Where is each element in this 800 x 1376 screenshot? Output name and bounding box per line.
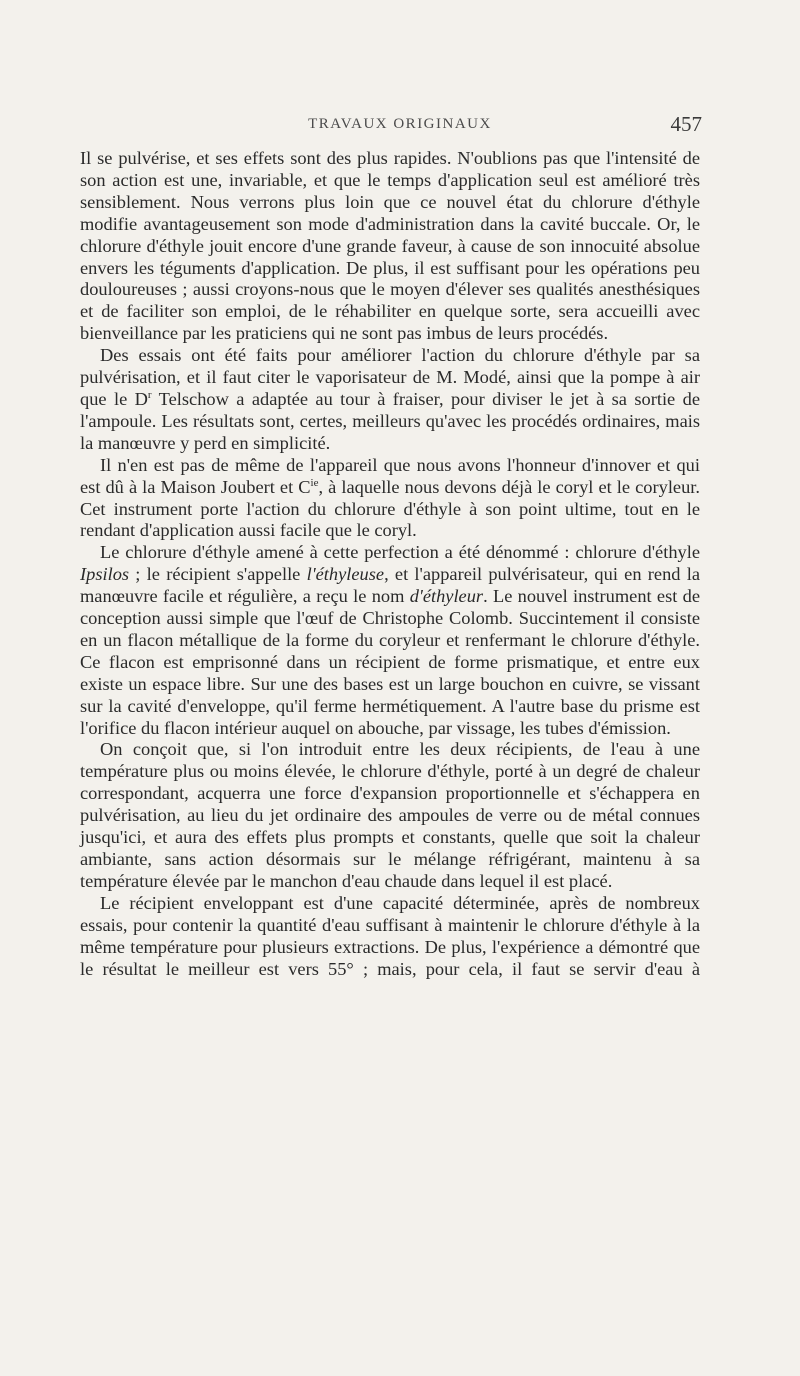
paragraph-2 — [80, 345, 700, 455]
paragraph-3 — [80, 455, 700, 543]
running-title: TRAVAUX ORIGINAUX — [308, 116, 492, 132]
paragraph-1 — [80, 148, 700, 345]
paragraph-4-seg2: ; le récipient s'appelle — [129, 564, 307, 585]
paragraph-4-seg1: Le chlorure d'éthyle amené à cette perfection a été dénommé : chlorure d'éthyle — [100, 542, 700, 563]
paragraph-4-seg4: . Le nouvel instrument est de conception aussi simple que l'œuf de Christophe Colomb. Succintement il consiste en un flacon métallique de la forme du coryleur et renfermant le chlorure d'éthyle. Ce flacon est emprisonné dans un récipient de forme prismatique, et entre eux existe un espace libre. Sur une des bases est un large bouchon en cuivre, se vissant sur la cavité d'enveloppe, qu'il ferme hermétiquement. A l'autre base du prisme est l'orifice du flacon intérieur auquel on abouche, par vissage, les tubes d'émission. — [80, 586, 700, 738]
paragraph-4-seg3: , et l'appareil pulvérisateur, qui en rend la manœuvre facile et régulière, a reçu le nom — [80, 564, 700, 607]
paragraph-6-text: Le récipient enveloppant est d'une capacité déterminée, après de nombreux essais, pour contenir la quantité d'eau suffisant à maintenir le chlorure d'éthyle à la même température pour plusieurs extractions. De plus, l'expérience a démontré que le résultat le meilleur est vers 55° ; mais, pour cela, il faut se servir d'eau à — [80, 892, 700, 979]
paragraph-4 — [80, 542, 700, 739]
paragraph-6 — [80, 893, 700, 981]
term-ipsilos: Ipsilos — [80, 564, 130, 585]
paragraph-3-text: Il n'en est pas de même de l'appareil que nous avons l'honneur d'innover et qui est dû à la Maison Joubert et C — [80, 454, 700, 497]
paragraph-3-text-after: , à laquelle nous devons déjà le coryl et le coryleur. Cet instrument porte l'action du chlorure d'éthyle à son point ultime, tout en le rendant d'application aussi facile que le coryl. — [80, 476, 700, 541]
page-number: 457 — [670, 112, 702, 136]
body-text — [80, 148, 700, 980]
paragraph-5-text: On conçoit que, si l'on introduit entre les deux récipients, de l'eau à une température plus ou moins élevée, le chlorure d'éthyle, porté à un degré de chaleur correspondant, acquerra une force d'expansion proportionnelle et s'échappera en pulvérisation, au lieu du jet ordinaire des ampoules de verre ou de métal connues jusqu'ici, et aura des effets plus prompts et constants, quelle que soit la chaleur ambiante, sans action désormais sur le mélange réfrigérant, maintenu à sa température élevée par le manchon d'eau chaude dans lequel il est placé. — [80, 739, 700, 891]
superscript-r: r — [147, 388, 152, 401]
page-header — [0, 112, 800, 140]
term-ethyleuse: l'éthyleuse — [306, 564, 385, 585]
paragraph-5 — [80, 739, 700, 892]
superscript-ie: ie — [310, 476, 319, 489]
paragraph-2-text-after: Telschow a adaptée au tour à fraiser, pour diviser le jet à sa sortie de l'ampoule. Les résultats sont, certes, meilleurs qu'avec les procédés ordinaires, mais la manœuvre y perd en simplicité. — [80, 388, 700, 453]
term-ethyleur: d'éthyleur — [409, 586, 484, 607]
paragraph-1-text: Il se pulvérise, et ses effets sont des plus rapides. N'oublions pas que l'intensité de son action est une, invariable, et que le temps d'application seul est amélioré très sensiblement. Nous verrons plus loin que ce nouvel état du chlorure d'éthyle modifie avantageusement son mode d'administration dans la cavité buccale. Or, le chlorure d'éthyle jouit encore d'une grande faveur, à cause de son innocuité absolue envers les téguments d'application. De plus, il est suffisant pour les opérations peu douloureuses ; aussi croyons-nous que le moyen d'élever ses qualités anesthésiques et de faciliter son emploi, de le réhabiliter en quelque sorte, sera accueilli avec bienveillance par les praticiens qui ne sont pas imbus de leurs procédés. — [80, 148, 700, 344]
paragraph-2-text: Des essais ont été faits pour améliorer l'action du chlorure d'éthyle par sa pulvérisation, et il faut citer le vaporisateur de M. Modé, ainsi que la pompe à air que le D — [80, 345, 700, 409]
